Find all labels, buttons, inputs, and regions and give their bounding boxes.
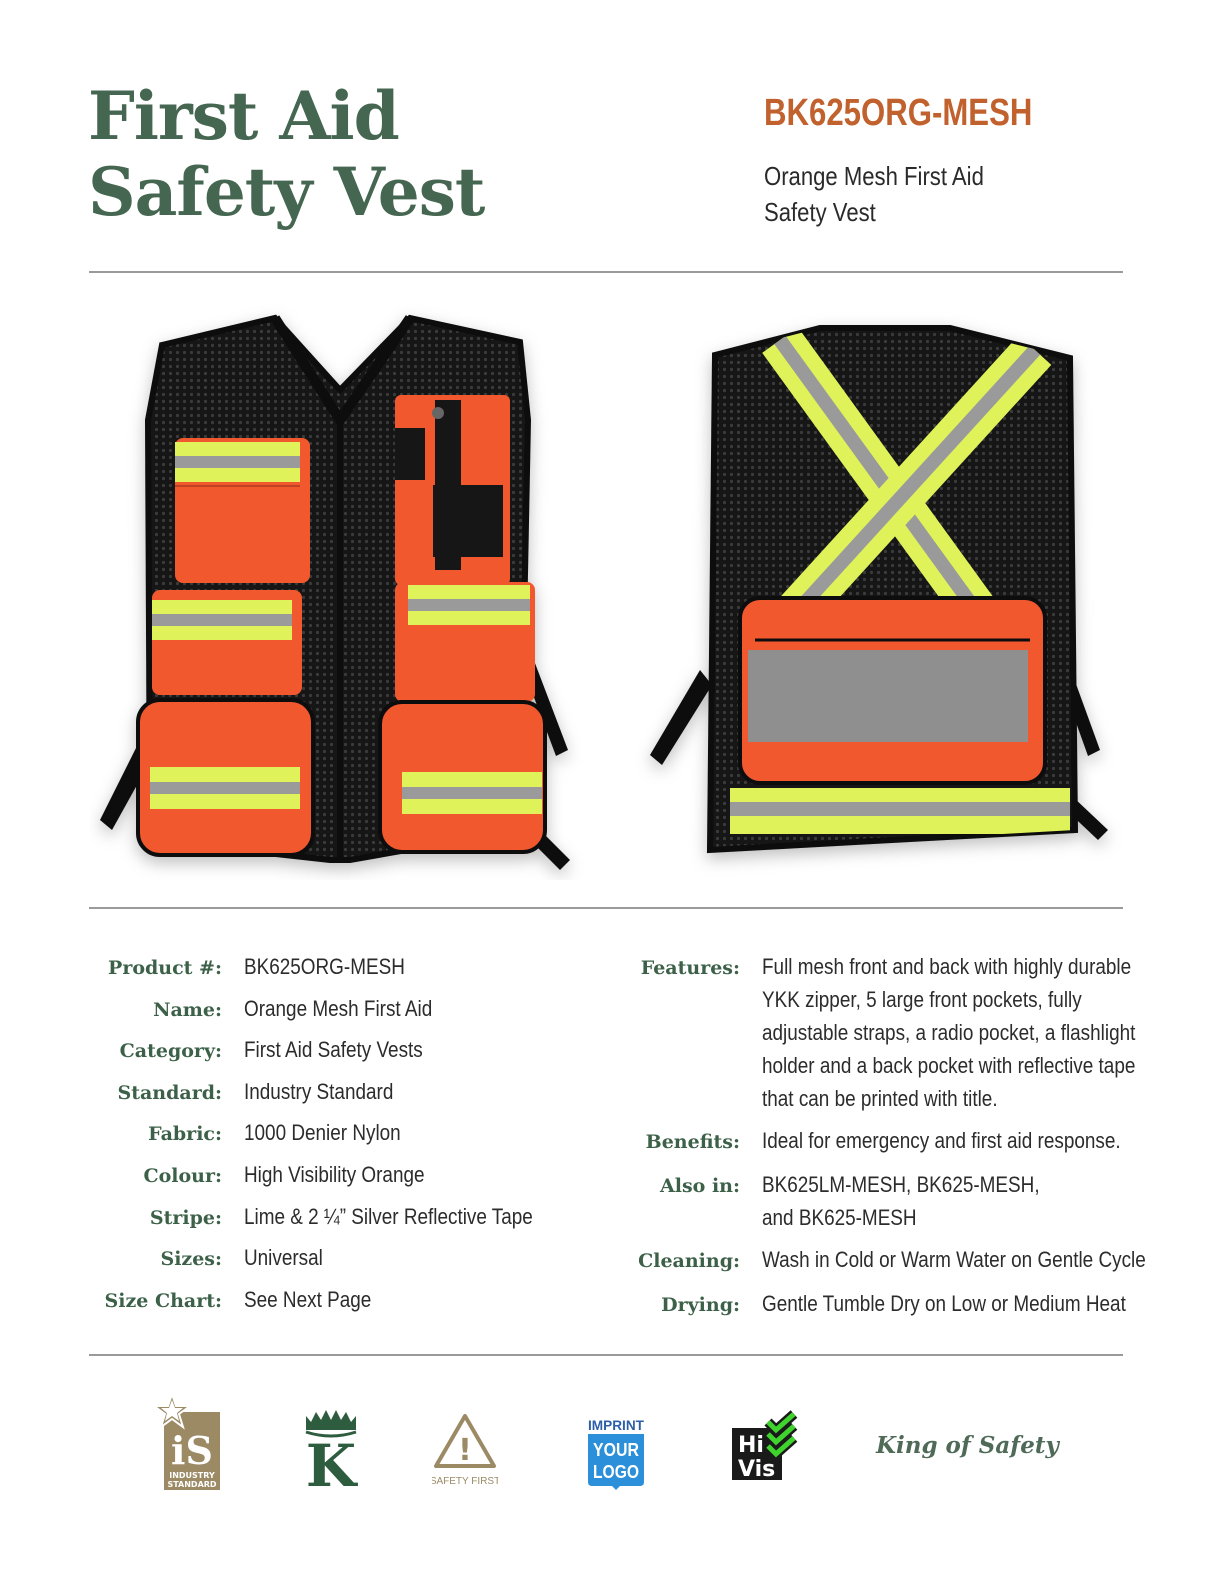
spec-value bbox=[762, 1124, 1121, 1157]
spec-value-line: YKK zipper, 5 large front pockets, fully bbox=[762, 987, 1082, 1012]
divider-top bbox=[89, 271, 1123, 273]
svg-text:Hi: Hi bbox=[738, 1433, 764, 1458]
king-k-logo bbox=[304, 1410, 364, 1490]
spec-value: First Aid Safety Vests bbox=[244, 1037, 423, 1063]
spec-value bbox=[762, 1287, 1126, 1320]
spec-row-drying bbox=[618, 1287, 1208, 1322]
vest-back-image bbox=[630, 300, 1130, 880]
spec-value: Lime & 2 ¼” Silver Reflective Tape bbox=[244, 1203, 533, 1229]
king-of-safety-wordmark: King of Safety bbox=[876, 1432, 1059, 1459]
imprint-your-logo-badge bbox=[586, 1416, 646, 1492]
spec-value bbox=[762, 1243, 1146, 1276]
spec-value: High Visibility Orange bbox=[244, 1161, 425, 1187]
industry-standard-icon bbox=[152, 1394, 224, 1492]
spec-list-left bbox=[90, 950, 580, 1324]
spec-value-line: Gentle Tumble Dry on Low or Medium Heat bbox=[762, 1291, 1126, 1316]
svg-text:YOUR: YOUR bbox=[593, 1440, 639, 1460]
spec-label: Also in: bbox=[660, 1175, 740, 1197]
page-title-line-1: First Aid bbox=[88, 77, 399, 155]
page-title bbox=[88, 78, 548, 230]
hi-vis-logo bbox=[730, 1410, 802, 1482]
spec-row-name bbox=[90, 992, 580, 1034]
svg-text:Vis: Vis bbox=[738, 1457, 776, 1482]
spec-row-benefits bbox=[618, 1124, 1208, 1159]
product-subtitle-line-1: Orange Mesh First Aid bbox=[764, 161, 984, 191]
spec-label: Cleaning: bbox=[638, 1250, 740, 1272]
spec-row-size-chart bbox=[90, 1283, 580, 1325]
hi-vis-check-icon bbox=[730, 1410, 802, 1482]
spec-label: Stripe: bbox=[149, 1206, 222, 1229]
svg-text:iS: iS bbox=[171, 1428, 213, 1473]
page-title-line-2: Safety Vest bbox=[88, 153, 485, 231]
spec-value-line: adjustable straps, a radio pocket, a flashlight bbox=[762, 1020, 1136, 1045]
spec-label: Size Chart: bbox=[104, 1289, 222, 1312]
spec-label: Features: bbox=[640, 957, 740, 979]
spec-row-colour bbox=[90, 1158, 580, 1200]
spec-value-line: Ideal for emergency and first aid response. bbox=[762, 1128, 1121, 1153]
spec-value: Orange Mesh First Aid bbox=[244, 995, 433, 1021]
spec-value-line: BK625LM-MESH, BK625-MESH, bbox=[762, 1172, 1040, 1197]
safety-first-logo bbox=[432, 1412, 498, 1488]
spec-row-stripe bbox=[90, 1200, 580, 1242]
spec-row-product-number bbox=[90, 950, 580, 992]
vest-back-illustration bbox=[630, 300, 1130, 880]
spec-row-also-in bbox=[618, 1168, 1208, 1234]
svg-text:K: K bbox=[305, 1432, 357, 1490]
spec-value bbox=[762, 950, 1135, 1115]
spec-row-sizes bbox=[90, 1241, 580, 1283]
product-sku: BK625ORG-MESH bbox=[764, 92, 1033, 134]
spec-row-features bbox=[618, 950, 1208, 1115]
svg-text:STANDARD: STANDARD bbox=[167, 1480, 217, 1489]
spec-label: Name: bbox=[153, 998, 222, 1021]
spec-row-standard bbox=[90, 1075, 580, 1117]
size-chart-link: See Next Page bbox=[244, 1286, 372, 1312]
svg-text:SAFETY FIRST: SAFETY FIRST bbox=[432, 1476, 498, 1487]
spec-value: Industry Standard bbox=[244, 1078, 394, 1104]
svg-text:IMPRINT: IMPRINT bbox=[588, 1417, 645, 1433]
svg-text:!: ! bbox=[458, 1433, 472, 1468]
spec-label: Fabric: bbox=[148, 1123, 222, 1146]
spec-value-line: holder and a back pocket with reflective tape bbox=[762, 1053, 1136, 1078]
spec-value-line: Wash in Cold or Warm Water on Gentle Cycle bbox=[762, 1247, 1146, 1272]
spec-value: BK625ORG-MESH bbox=[244, 954, 405, 979]
spec-label: Drying: bbox=[661, 1294, 740, 1316]
vest-front-image bbox=[90, 300, 590, 880]
svg-text:INDUSTRY: INDUSTRY bbox=[169, 1471, 215, 1480]
spec-row-cleaning bbox=[618, 1243, 1208, 1278]
product-subtitle bbox=[764, 158, 1036, 230]
spec-label: Benefits: bbox=[645, 1131, 740, 1153]
crown-k-icon bbox=[304, 1410, 364, 1490]
spec-value: Universal bbox=[244, 1245, 323, 1271]
spec-value-line: that can be printed with title. bbox=[762, 1086, 998, 1111]
spec-row-category bbox=[90, 1033, 580, 1075]
industry-standard-logo bbox=[152, 1394, 224, 1492]
spec-label: Sizes: bbox=[160, 1248, 222, 1271]
spec-label: Product #: bbox=[108, 957, 222, 979]
vest-front-illustration bbox=[90, 300, 590, 880]
divider-bottom bbox=[89, 1354, 1123, 1356]
spec-list-right bbox=[618, 950, 1208, 1331]
imprint-shield-icon bbox=[586, 1416, 646, 1492]
spec-value: 1000 Denier Nylon bbox=[244, 1120, 401, 1146]
spec-value-line: Full mesh front and back with highly durable bbox=[762, 954, 1132, 979]
spec-label: Colour: bbox=[143, 1164, 222, 1187]
warning-triangle-icon bbox=[432, 1412, 498, 1488]
svg-text:LOGO: LOGO bbox=[593, 1462, 639, 1482]
product-subtitle-line-2: Safety Vest bbox=[764, 197, 876, 227]
divider-middle bbox=[89, 907, 1123, 909]
spec-value bbox=[762, 1168, 1040, 1234]
spec-label: Standard: bbox=[117, 1081, 222, 1104]
spec-label: Category: bbox=[119, 1040, 222, 1063]
spec-value-line: and BK625-MESH bbox=[762, 1205, 917, 1230]
spec-row-fabric bbox=[90, 1116, 580, 1158]
